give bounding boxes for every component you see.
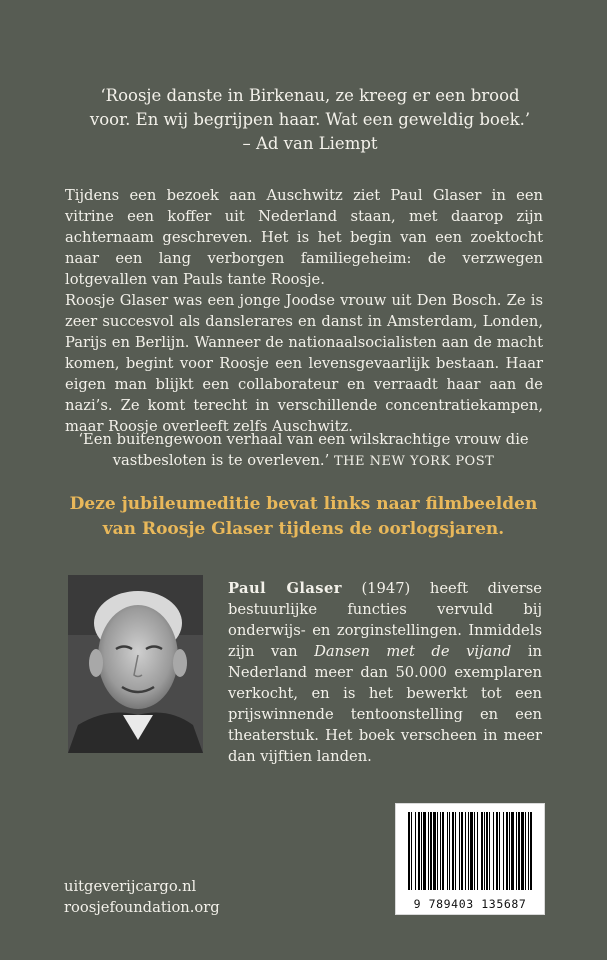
barcode-bar — [428, 812, 429, 890]
barcode-bar — [516, 812, 517, 890]
barcode-bar — [484, 812, 485, 890]
barcode-bar — [418, 812, 420, 890]
barcode-bar — [518, 812, 520, 890]
barcode-bar — [530, 812, 532, 890]
barcode-bar — [521, 812, 524, 890]
blurb-paragraph-1: Tijdens een bezoek aan Auschwitz ziet Paul Glaser in een vitrine een koffer uit Nederland staan, met daarop zijn achternaam geschreven. Het is het begin van een zoektocht naar een lang verborgen familiegeheim: de verzwegen lotgevallen van Pauls tante Roosje. — [65, 187, 543, 288]
edition-highlight-line1: Deze jubileumeditie bevat links naar filmbeelden — [69, 494, 538, 514]
barcode-bar — [423, 812, 426, 890]
author-name: Paul Glaser — [228, 580, 342, 597]
barcode-bar — [503, 812, 504, 890]
press-quote-line2: vastbesloten is te overleven.’ — [112, 452, 330, 469]
barcode-bar — [421, 812, 422, 890]
barcode-bar — [509, 812, 510, 890]
barcode-bar — [496, 812, 498, 890]
barcode-bar — [433, 812, 436, 890]
barcode-bars — [406, 812, 534, 890]
barcode-bar — [455, 812, 456, 890]
barcode-bar — [437, 812, 438, 890]
top-quote — [80, 84, 540, 156]
barcode-bar — [470, 812, 473, 890]
barcode-bar — [459, 812, 460, 890]
book-title: Dansen met de vijand — [314, 643, 512, 660]
edition-highlight — [60, 492, 547, 542]
barcode-bar — [461, 812, 463, 890]
author-bio — [228, 578, 542, 767]
website-links — [64, 876, 220, 918]
barcode-bar — [511, 812, 514, 890]
edition-highlight-line2: van Roosje Glaser tijdens de oorlogsjaren. — [102, 519, 505, 539]
barcode-bar — [430, 812, 432, 890]
barcode-bar — [465, 812, 466, 890]
barcode-bar — [468, 812, 469, 890]
barcode-bar — [506, 812, 508, 890]
top-quote-line1: ‘Roosje danste in Birkenau, ze kreeg er een brood — [100, 86, 520, 105]
author-photo — [68, 575, 203, 753]
barcode-bar — [481, 812, 483, 890]
barcode-bar — [477, 812, 478, 890]
barcode-bar — [411, 812, 412, 890]
barcode-bar — [486, 812, 488, 890]
top-quote-attribution: – Ad van Liempt — [242, 134, 378, 153]
isbn-barcode — [395, 803, 545, 915]
foundation-link[interactable]: roosjefoundation.org — [64, 899, 220, 916]
press-quote-line1: ‘Een buitengewoon verhaal van een wilskrachtige vrouw die — [78, 431, 529, 448]
barcode-bar — [499, 812, 500, 890]
barcode-bar — [447, 812, 448, 890]
barcode-bar — [525, 812, 526, 890]
press-quote-source: THE NEW YORK POST — [333, 454, 495, 469]
blurb-paragraph-2: Roosje Glaser was een jonge Joodse vrouw uit Den Bosch. Ze is zeer succesvol als danslerares en danst in Amsterdam, Londen, Parijs en Berlijn. Wanneer de nationaalsocialisten aan de macht komen, begint voor Roosje een levensgevaarlijk bestaan. Haar eigen man blijkt een collaborateur en verraadt haar aan de nazi’s. Ze komt terecht in verschillende concentratiekampen, maar Roosje overleeft zelfs Auschwitz. — [65, 292, 543, 435]
barcode-bar — [415, 812, 416, 890]
top-quote-line2: voor. En wij begrijpen haar. Wat een geweldig boek.’ — [89, 110, 531, 129]
publisher-link[interactable]: uitgeverijcargo.nl — [64, 878, 197, 895]
author-portrait-image — [68, 575, 203, 753]
barcode-bar — [493, 812, 494, 890]
barcode-bar — [528, 812, 529, 890]
isbn-number: 9 789403 135687 — [413, 897, 527, 911]
barcode-bar — [452, 812, 454, 890]
press-quote — [60, 429, 547, 472]
barcode-bar — [408, 812, 410, 890]
barcode-bar — [474, 812, 475, 890]
author-bio-text-b: in Nederland meer dan 50.000 exemplaren verkocht, en is het bewerkt tot een prijswinnende tentoonstelling en een theaterstuk. Het boek verscheen in meer dan vijftien landen. — [228, 643, 542, 765]
blurb-body — [65, 185, 543, 437]
barcode-bar — [440, 812, 441, 890]
author-bio-text-a: (1947) heeft diverse bestuurlijke functies vervuld bij onderwijs- en zorginstellingen. Inmiddels zijn van — [228, 580, 542, 660]
barcode-bar — [442, 812, 444, 890]
barcode-bar — [489, 812, 490, 890]
barcode-bar — [449, 812, 450, 890]
